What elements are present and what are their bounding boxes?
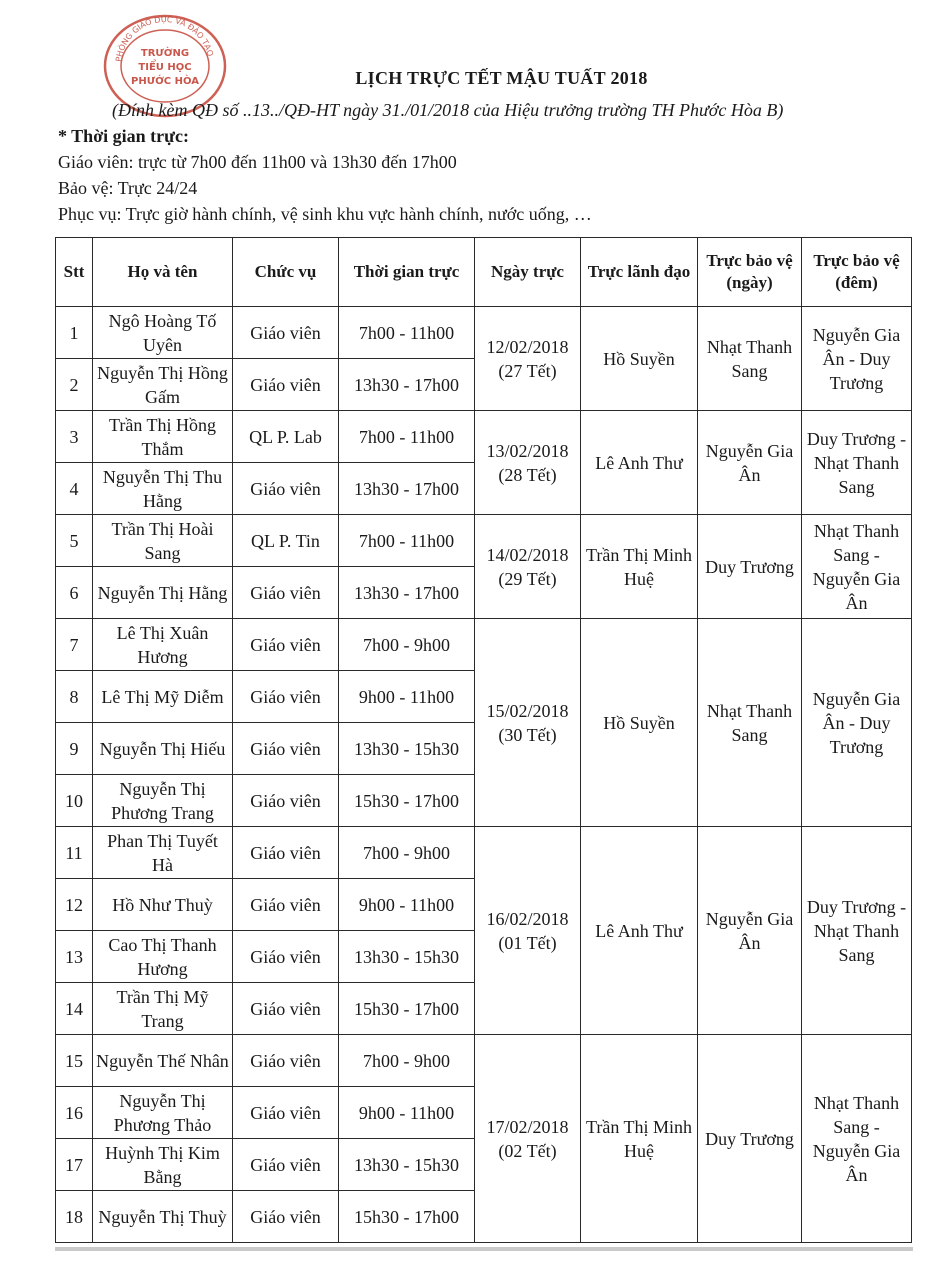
cell-role: Giáo viên (233, 827, 339, 879)
header-role: Chức vụ (233, 238, 339, 307)
cell-stt: 3 (56, 411, 93, 463)
cell-name: Nguyễn Thị Hiếu (93, 723, 233, 775)
cell-guard-night: Nguyễn Gia Ân - Duy Trương (802, 307, 912, 411)
table-row (56, 515, 912, 567)
cell-stt: 6 (56, 567, 93, 619)
cell-time: 13h30 - 15h30 (339, 1139, 475, 1191)
cell-guard-night: Nguyễn Gia Ân - Duy Trương (802, 619, 912, 827)
document-title: LỊCH TRỰC TẾT MẬU TUẤT 2018 (355, 68, 648, 88)
cell-time: 7h00 - 11h00 (339, 515, 475, 567)
cell-stt: 9 (56, 723, 93, 775)
cell-leader: Hồ Suyền (581, 619, 698, 827)
cell-stt: 5 (56, 515, 93, 567)
cell-time: 9h00 - 11h00 (339, 879, 475, 931)
cell-name: Cao Thị Thanh Hương (93, 931, 233, 983)
cell-name: Hồ Như Thuỳ (93, 879, 233, 931)
cell-name: Nguyễn Thế Nhân (93, 1035, 233, 1087)
table-row (56, 619, 912, 671)
cell-stt: 18 (56, 1191, 93, 1243)
cell-name: Trần Thị Hồng Thắm (93, 411, 233, 463)
cell-role: Giáo viên (233, 879, 339, 931)
cell-date: 13/02/2018 (28 Tết) (475, 411, 581, 515)
header-leader: Trực lãnh đạo (581, 238, 698, 307)
cell-role: Giáo viên (233, 463, 339, 515)
cell-date: 15/02/2018 (30 Tết) (475, 619, 581, 827)
header-guard-night: Trực bảo vệ (đêm) (802, 238, 912, 307)
cell-name: Phan Thị Tuyết Hà (93, 827, 233, 879)
teachers-duty-line: Giáo viên: trực từ 7h00 đến 11h00 và 13h30 đến 17h00 (58, 152, 457, 172)
table-row (56, 827, 912, 879)
service-duty-line: Phục vụ: Trực giờ hành chính, vệ sinh khu vực hành chính, nước uống, … (58, 204, 592, 224)
table-header-row (56, 238, 912, 307)
cell-time: 7h00 - 11h00 (339, 307, 475, 359)
cell-role: Giáo viên (233, 567, 339, 619)
table-row (56, 411, 912, 463)
cell-guard-day: Nhạt Thanh Sang (698, 619, 802, 827)
cell-role: Giáo viên (233, 1139, 339, 1191)
cell-role: Giáo viên (233, 983, 339, 1035)
cell-date: 16/02/2018 (01 Tết) (475, 827, 581, 1035)
cell-time: 7h00 - 9h00 (339, 619, 475, 671)
cell-stt: 8 (56, 671, 93, 723)
cell-role: Giáo viên (233, 1035, 339, 1087)
cell-leader: Lê Anh Thư (581, 411, 698, 515)
cell-time: 13h30 - 15h30 (339, 723, 475, 775)
cell-stt: 13 (56, 931, 93, 983)
cell-leader: Lê Anh Thư (581, 827, 698, 1035)
cell-time: 15h30 - 17h00 (339, 1191, 475, 1243)
cell-role: Giáo viên (233, 307, 339, 359)
document-subtitle: (Đính kèm QĐ số ..13../QĐ-HT ngày 31./01/2018 của Hiệu trưởng trường TH Phước Hòa B) (112, 100, 784, 120)
cell-guard-night: Duy Trương - Nhạt Thanh Sang (802, 827, 912, 1035)
cell-time: 9h00 - 11h00 (339, 1087, 475, 1139)
header-time: Thời gian trực (339, 238, 475, 307)
cell-time: 13h30 - 17h00 (339, 463, 475, 515)
cell-role: Giáo viên (233, 931, 339, 983)
header-guard-day: Trực bảo vệ (ngày) (698, 238, 802, 307)
cell-role: Giáo viên (233, 619, 339, 671)
page-bottom-edge (55, 1247, 913, 1251)
cell-stt: 11 (56, 827, 93, 879)
cell-name: Trần Thị Mỹ Trang (93, 983, 233, 1035)
cell-name: Ngô Hoàng Tố Uyên (93, 307, 233, 359)
cell-name: Lê Thị Mỹ Diễm (93, 671, 233, 723)
cell-name: Nguyễn Thị Phương Thảo (93, 1087, 233, 1139)
cell-role: QL P. Lab (233, 411, 339, 463)
cell-stt: 2 (56, 359, 93, 411)
cell-stt: 4 (56, 463, 93, 515)
cell-role: Giáo viên (233, 359, 339, 411)
cell-time: 13h30 - 17h00 (339, 359, 475, 411)
table-row (56, 307, 912, 359)
cell-stt: 15 (56, 1035, 93, 1087)
stamp-line-3: PHƯỚC HÒA (131, 76, 199, 87)
cell-time: 13h30 - 15h30 (339, 931, 475, 983)
cell-role: Giáo viên (233, 775, 339, 827)
cell-name: Nguyễn Thị Thuỳ (93, 1191, 233, 1243)
cell-name: Nguyễn Thị Thu Hằng (93, 463, 233, 515)
table-body (56, 307, 912, 1243)
cell-time: 13h30 - 17h00 (339, 567, 475, 619)
header-name: Họ và tên (93, 238, 233, 307)
cell-stt: 12 (56, 879, 93, 931)
cell-name: Lê Thị Xuân Hương (93, 619, 233, 671)
cell-date: 17/02/2018 (02 Tết) (475, 1035, 581, 1243)
cell-leader: Trần Thị Minh Huệ (581, 515, 698, 619)
cell-guard-day: Duy Trương (698, 515, 802, 619)
cell-time: 7h00 - 9h00 (339, 827, 475, 879)
cell-time: 9h00 - 11h00 (339, 671, 475, 723)
cell-time: 7h00 - 11h00 (339, 411, 475, 463)
stamp-outer-text: PHÒNG GIÁO DỤC VÀ ĐÀO TẠO (114, 14, 215, 63)
cell-guard-night: Nhạt Thanh Sang - Nguyễn Gia Ân (802, 515, 912, 619)
cell-time: 7h00 - 9h00 (339, 1035, 475, 1087)
cell-name: Huỳnh Thị Kim Bằng (93, 1139, 233, 1191)
cell-guard-night: Duy Trương - Nhạt Thanh Sang (802, 411, 912, 515)
cell-guard-day: Nguyễn Gia Ân (698, 827, 802, 1035)
cell-time: 15h30 - 17h00 (339, 775, 475, 827)
cell-guard-day: Duy Trương (698, 1035, 802, 1243)
cell-name: Nguyễn Thị Hồng Gấm (93, 359, 233, 411)
cell-leader: Trần Thị Minh Huệ (581, 1035, 698, 1243)
header-stt: Stt (56, 238, 93, 307)
cell-stt: 1 (56, 307, 93, 359)
cell-role: Giáo viên (233, 723, 339, 775)
cell-leader: Hồ Suyền (581, 307, 698, 411)
cell-guard-night: Nhạt Thanh Sang - Nguyễn Gia Ân (802, 1035, 912, 1243)
stamp-line-1: TRƯỜNG (140, 48, 190, 59)
cell-date: 14/02/2018 (29 Tết) (475, 515, 581, 619)
cell-name: Trần Thị Hoài Sang (93, 515, 233, 567)
cell-stt: 7 (56, 619, 93, 671)
cell-role: QL P. Tin (233, 515, 339, 567)
duty-schedule-table (55, 237, 912, 1243)
cell-role: Giáo viên (233, 1191, 339, 1243)
cell-stt: 10 (56, 775, 93, 827)
cell-role: Giáo viên (233, 1087, 339, 1139)
cell-stt: 17 (56, 1139, 93, 1191)
cell-stt: 14 (56, 983, 93, 1035)
cell-date: 12/02/2018 (27 Tết) (475, 307, 581, 411)
cell-guard-day: Nhạt Thanh Sang (698, 307, 802, 411)
table-row (56, 1035, 912, 1087)
cell-guard-day: Nguyễn Gia Ân (698, 411, 802, 515)
cell-stt: 16 (56, 1087, 93, 1139)
header-date: Ngày trực (475, 238, 581, 307)
guards-duty-line: Bảo vệ: Trực 24/24 (58, 178, 198, 198)
cell-name: Nguyễn Thị Hằng (93, 567, 233, 619)
cell-name: Nguyễn Thị Phương Trang (93, 775, 233, 827)
cell-role: Giáo viên (233, 671, 339, 723)
duty-time-label: * Thời gian trực: (58, 126, 189, 146)
stamp-line-2: TIỂU HỌC (138, 62, 192, 73)
cell-time: 15h30 - 17h00 (339, 983, 475, 1035)
